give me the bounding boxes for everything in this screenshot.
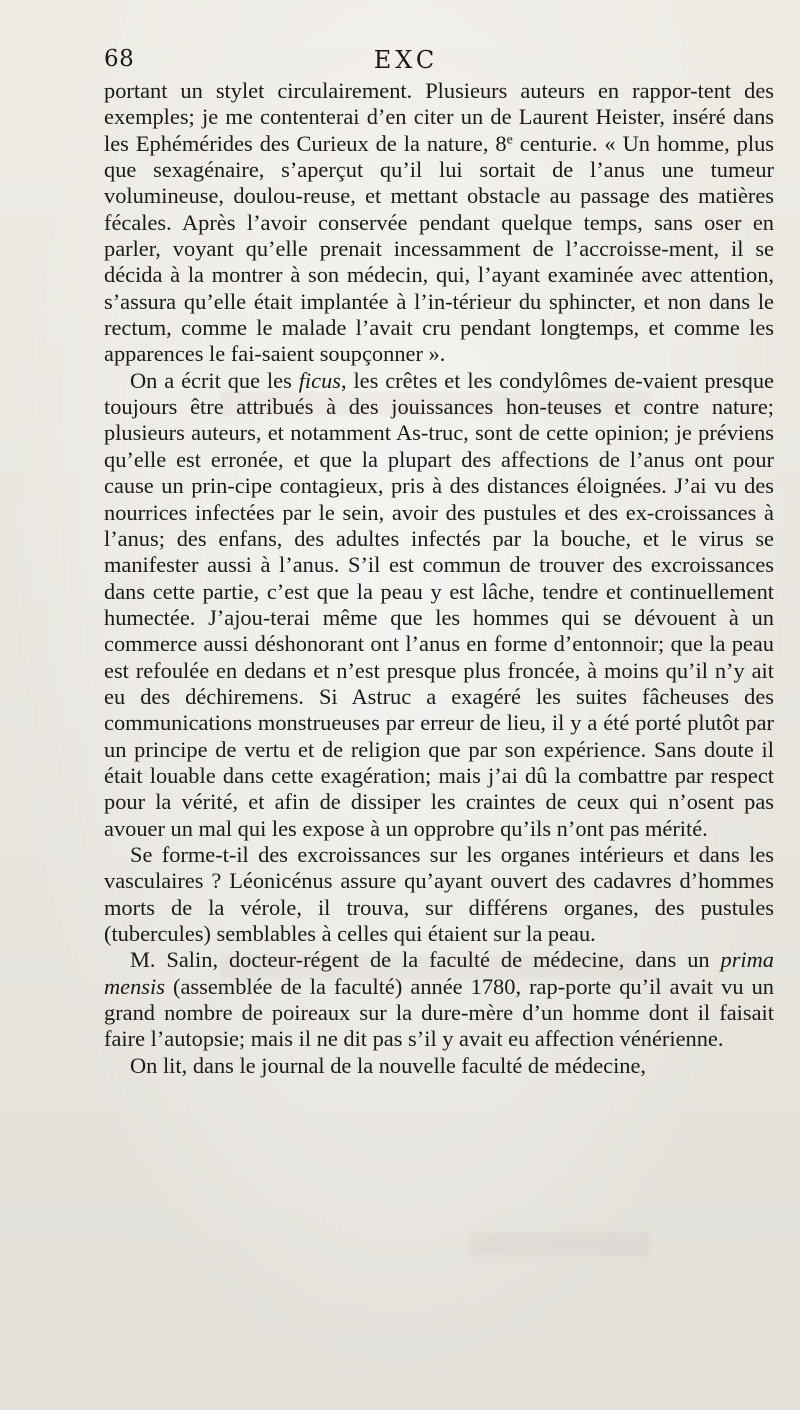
text-run: On a écrit que les [130, 367, 299, 393]
text-run: centurie. « Un homme, plus que sexagénaire, s’aperçut qu’il lui sortait de l’anus une tumeur volumineuse, doulou-reuse, et mettant obstacle au passage des matières fécales. Après l’avoir conservée pendant quelque temps, sans oser en parler, voyant qu’elle prenait incessamment de l’accroisse-ment, il se décida à la montrer à son médecin, qui, l’ayant examinée avec attention, s’assura qu’elle était implantée à l’in-térieur du sphincter, et non dans le rectum, comme le malade l’avait cru pendant longtemps, et comme les apparences le fai-saient soupçonner ». [104, 130, 775, 367]
text-run: On lit, dans le journal de la nouvelle faculté de médecine, [130, 1052, 647, 1078]
superscript: e [506, 132, 513, 148]
body-text [104, 78, 774, 1079]
paragraph [104, 947, 774, 1052]
paragraph [104, 842, 774, 947]
running-head: EXC [373, 46, 439, 74]
text-run: portant un stylet circulairement. Plusieurs auteurs en rappor-tent des exemples; je me contenterai d’en citer un de Laurent Heister, inséré dans les Ephémérides des Curieux de la nature, 8 [104, 78, 774, 156]
text-run: Se forme-t-il des excroissances sur les organes intérieurs et dans les vasculaires ? Léonicénus assure qu’ayant ouvert des cadavres d’hommes morts de la vérole, il trouva, sur différens organes, des pustules (tubercules) semblables à celles qui étaient sur la peau. [104, 841, 774, 946]
paragraph [104, 1053, 774, 1079]
italic-term: ficus [298, 367, 341, 393]
italic-term: prima mensis [104, 947, 774, 999]
text-run: M. Salin, docteur-régent de la faculté de médecine, dans un [130, 947, 721, 973]
show-through-smudge [470, 1232, 650, 1256]
page-number: 68 [104, 46, 135, 72]
paragraph [104, 368, 774, 842]
text-run: , les crêtes et les condylômes de-vaient presque toujours être attribués à des jouissances hon-teuses et contre nature; plusieurs auteurs, et notamment As-truc, sont de cette opinion; je préviens qu’elle est erronée, et que la plupart des affections de l’anus ont pour cause un prin-cipe contagieux, pris à des distances éloignées. J’ai vu des nourrices infectées par le sein, avoir des pustules et des ex-croissances à l’anus; des enfans, des adultes infectés par la bouche, et le virus se manifester aussi à l’anus. S’il est commun de trouver des excroissances dans cette partie, c’est que la peau y est lâche, tendre et continuellement humectée. J’ajou-terai même que les hommes qui se dévouent à un commerce aussi déshonorant ont l’anus en forme d’entonnoir; que la peau est refoulée en dedans et n’est presque plus froncée, à moins qu’il n’y ait eu des déchiremens. Si Astruc a exagéré les suites fâcheuses des communications monstrueuses par erreur de lieu, il y a été porté plutôt par un principe de vertu et de religion que par son expérience. Sans doute il était louable dans cette exagération; mais j’ai dû la combattre par respect pour la vérité, et afin de dissiper les craintes de ceux qui n’osent pas avouer un mal qui les expose à un opprobre qu’ils n’ont pas mérité. [104, 367, 774, 841]
text-run: (assemblée de la faculté) année 1780, rap-porte qu’il avait vu un grand nombre de poireaux sur la dure-mère d’un homme dont il faisait faire l’autopsie; mais il ne dit pas s’il y avait eu affection vénérienne. [104, 973, 774, 1052]
paragraph [104, 78, 774, 368]
